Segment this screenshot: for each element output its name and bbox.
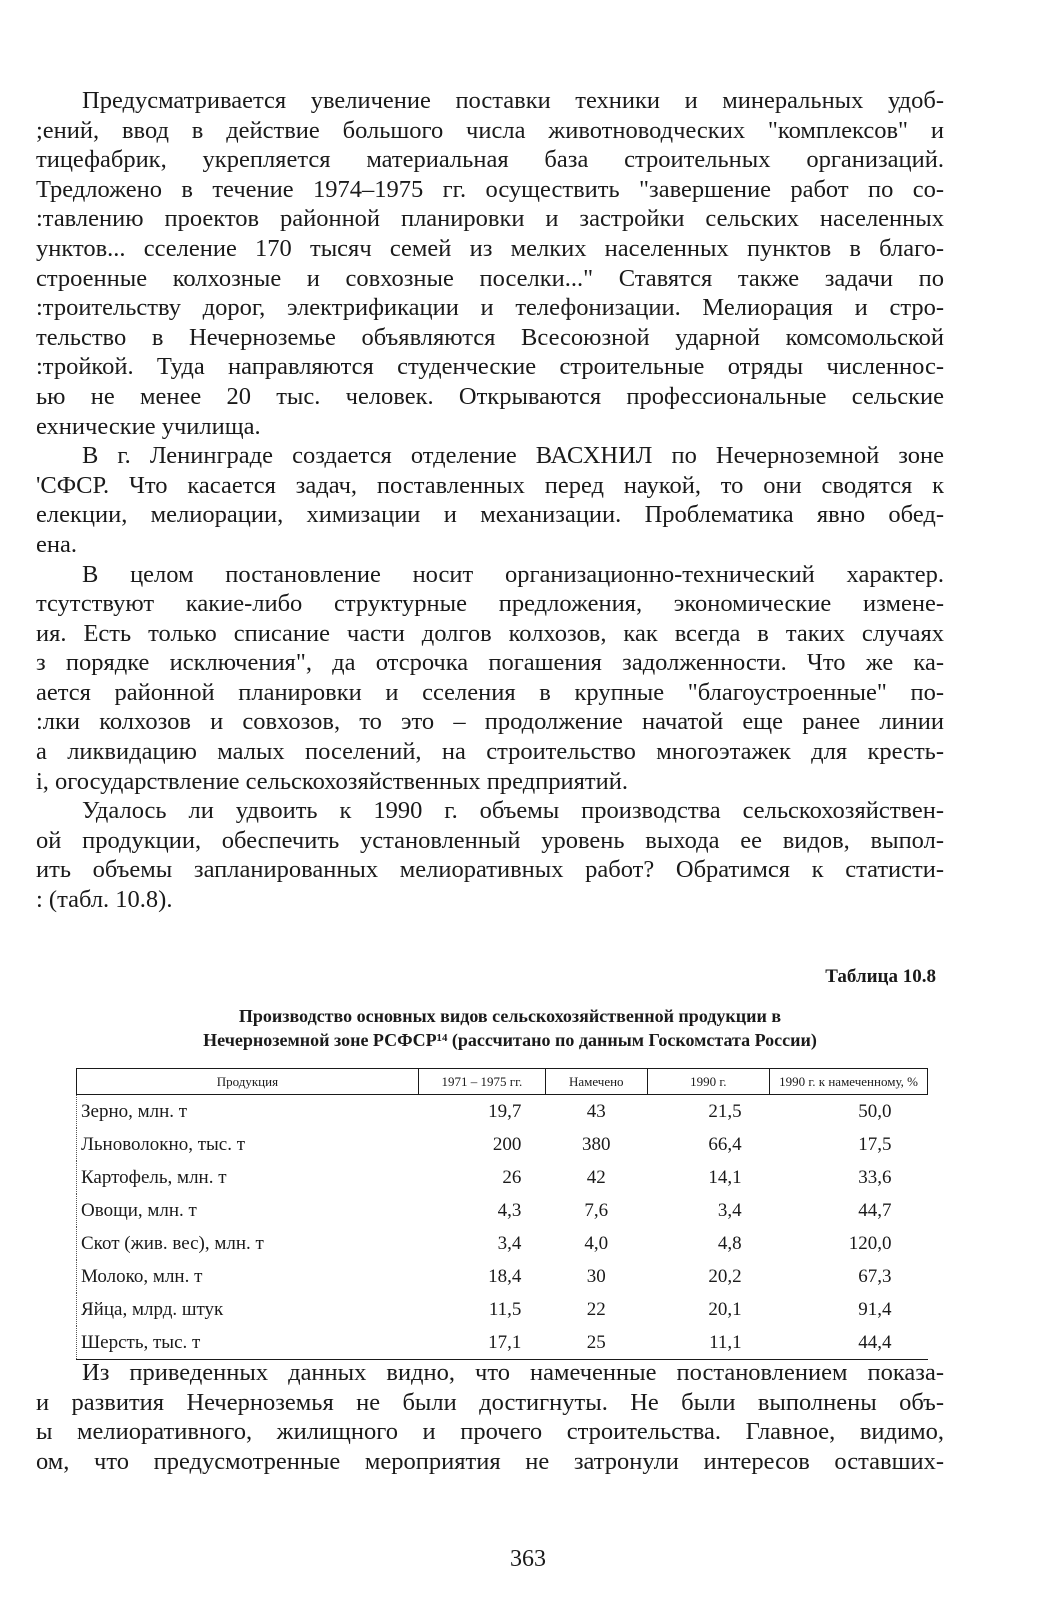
text-line: 'СФСР. Что касается задач, поставленных перед наукой, то они сводятся к	[36, 471, 944, 499]
cell-1990: 20,1	[708, 1299, 742, 1320]
text-line: ена.	[36, 530, 77, 558]
cell-product: Скот (жив. вес), млн. т	[77, 1227, 419, 1260]
cell-product: Яйца, млрд. штук	[77, 1293, 419, 1326]
cell-1990: 14,1	[708, 1167, 742, 1188]
table-row	[77, 1260, 928, 1293]
text-line: ;ений, ввод в действие большого числа животноводческих "комплексов" и	[36, 116, 944, 144]
cell-planned: 7,6	[584, 1200, 609, 1221]
header-product: Продукция	[77, 1069, 419, 1095]
cell-product: Шерсть, тыс. т	[77, 1326, 419, 1360]
text-line: :лки колхозов и совхозов, то это – продолжение начатой еще ранее линии	[36, 708, 944, 736]
paragraph-3	[36, 560, 944, 797]
text-line: ехнические училища.	[36, 412, 261, 440]
text-line: :тройкой. Туда направляются студенческие строительные отряды численнос-	[36, 353, 944, 381]
table-row	[77, 1161, 928, 1194]
cell-1971-1975: 18,4	[488, 1266, 522, 1287]
text-line: Из приведенных данных видно, что намеченные постановлением показа-	[82, 1359, 944, 1386]
text-line: ом, что предусмотренные мероприятия не затронули интересов оставших-	[36, 1447, 944, 1475]
text-line: Тредложено в течение 1974–1975 гг. осуществить "завершение работ по со-	[36, 175, 944, 203]
text-line: елекции, мелиорации, химизации и механизации. Проблематика явно обед-	[36, 501, 944, 529]
cell-1971-1975: 200	[492, 1134, 522, 1155]
paragraph-2	[36, 441, 944, 559]
cell-percent: 44,7	[858, 1200, 892, 1221]
text-line: Удалось ли удвоить к 1990 г. объемы производства сельскохозяйствен-	[82, 797, 944, 825]
header-1971-1975: 1971 – 1975 гг.	[418, 1069, 545, 1095]
table-row	[77, 1227, 928, 1260]
cell-product: Молоко, млн. т	[77, 1260, 419, 1293]
cell-1990: 66,4	[708, 1134, 742, 1155]
cell-1990: 4,8	[717, 1233, 742, 1254]
cell-planned: 42	[586, 1167, 606, 1188]
cell-percent: 120,0	[848, 1233, 892, 1254]
text-line: ается районной планировки и сселения в крупные "благоустроенные" по-	[36, 678, 944, 706]
cell-planned: 380	[582, 1134, 611, 1155]
text-line: ой продукции, обеспечить установленный уровень выхода ее видов, выпол-	[36, 826, 944, 854]
header-percent: 1990 г. к намеченному, %	[770, 1069, 928, 1095]
header-1990: 1990 г.	[647, 1069, 770, 1095]
text-line: тицефабрик, укрепляется материальная база строительных организаций.	[36, 146, 944, 174]
cell-1971-1975: 26	[502, 1167, 522, 1188]
cell-planned: 4,0	[584, 1233, 609, 1254]
cell-percent: 91,4	[858, 1299, 892, 1320]
cell-1971-1975: 17,1	[418, 1326, 545, 1360]
table-caption	[80, 1004, 940, 1052]
cell-percent: 33,6	[858, 1167, 892, 1188]
cell-1990: 20,2	[708, 1266, 742, 1287]
production-table	[76, 1068, 928, 1360]
cell-product: Овощи, млн. т	[77, 1194, 419, 1227]
cell-product: Льноволокно, тыс. т	[77, 1128, 419, 1161]
cell-planned: 25	[545, 1326, 647, 1360]
text-line: ия. Есть только списание части долгов колхозов, как всегда в таких случаях	[36, 619, 944, 647]
table-caption-line: Производство основных видов сельскохозяйственной продукции в	[238, 1006, 782, 1026]
cell-percent: 67,3	[858, 1266, 892, 1287]
text-line: тсутствуют какие-либо структурные предложения, экономические измене-	[36, 590, 944, 618]
table-row	[77, 1326, 928, 1360]
table-header-row	[77, 1069, 928, 1095]
cell-1990: 3,4	[717, 1200, 742, 1221]
cell-product: Зерно, млн. т	[77, 1095, 419, 1129]
text-line: i, огосударствление сельскохозяйственных предприятий.	[36, 767, 628, 795]
cell-1990: 21,5	[708, 1101, 742, 1122]
table-row	[77, 1293, 928, 1326]
cell-1990: 11,1	[647, 1326, 770, 1360]
paragraph-5	[36, 1358, 944, 1476]
text-line: :тавлению проектов районной планировки и застройки сельских населенных	[36, 205, 944, 233]
cell-1971-1975: 19,7	[488, 1101, 522, 1122]
cell-percent: 50,0	[858, 1101, 892, 1122]
text-line: В г. Ленинграде создается отделение ВАСХНИЛ по Нечерноземной зоне	[82, 442, 944, 470]
table-row	[77, 1095, 928, 1129]
text-line: В целом постановление носит организационно-технический характер.	[82, 560, 944, 588]
text-line: ью не менее 20 тыс. человек. Открываются профессиональные сельские	[36, 382, 944, 410]
paragraph-4	[36, 796, 944, 914]
cell-percent: 17,5	[858, 1134, 892, 1155]
table-row	[77, 1194, 928, 1227]
table-number: Таблица 10.8	[825, 966, 936, 987]
text-line: тельство в Нечерноземье объявляются Всесоюзной ударной комсомольской	[36, 323, 944, 351]
text-line: : (табл. 10.8).	[36, 886, 173, 914]
cell-percent: 44,4	[770, 1326, 928, 1360]
text-line: :троительству дорог, электрификации и телефонизации. Мелиорация и стро-	[36, 294, 944, 322]
text-line: ы мелиоративного, жилищного и прочего строительства. Главное, видимо,	[36, 1418, 944, 1446]
paragraph-1	[36, 86, 944, 441]
page-number: 363	[510, 1546, 546, 1572]
table-row	[77, 1128, 928, 1161]
text-line: а ликвидацию малых поселений, на строительство многоэтажек для кресть-	[36, 738, 944, 766]
cell-planned: 22	[586, 1299, 606, 1320]
table-caption-line: Нечерноземной зоне РСФСР¹⁴ (рассчитано по данным Госкомстата России)	[203, 1030, 817, 1050]
header-planned: Намечено	[545, 1069, 647, 1095]
body-text	[36, 86, 944, 915]
cell-1971-1975: 4,3	[497, 1200, 522, 1221]
cell-planned: 43	[586, 1101, 606, 1122]
cell-1971-1975: 11,5	[488, 1299, 522, 1320]
cell-1971-1975: 3,4	[497, 1233, 522, 1254]
text-line: и развития Нечерноземья не были достигнуты. Не были выполнены объ-	[36, 1388, 944, 1416]
text-line: Предусматривается увеличение поставки техники и минеральных удоб-	[82, 87, 944, 114]
cell-product: Картофель, млн. т	[77, 1161, 419, 1194]
text-line: унктов... сселение 170 тысяч семей из мелких населенных пунктов в благо-	[36, 234, 944, 262]
text-line: з порядке исключения", да отсрочка погашения задолженности. Что же ка-	[36, 649, 944, 677]
text-line: ить объемы запланированных мелиоративных работ? Обратимся к статисти-	[36, 856, 944, 884]
cell-planned: 30	[586, 1266, 606, 1287]
closing-text	[36, 1358, 944, 1476]
text-line: строенные колхозные и совхозные поселки..." Ставятся также задачи по	[36, 264, 944, 292]
